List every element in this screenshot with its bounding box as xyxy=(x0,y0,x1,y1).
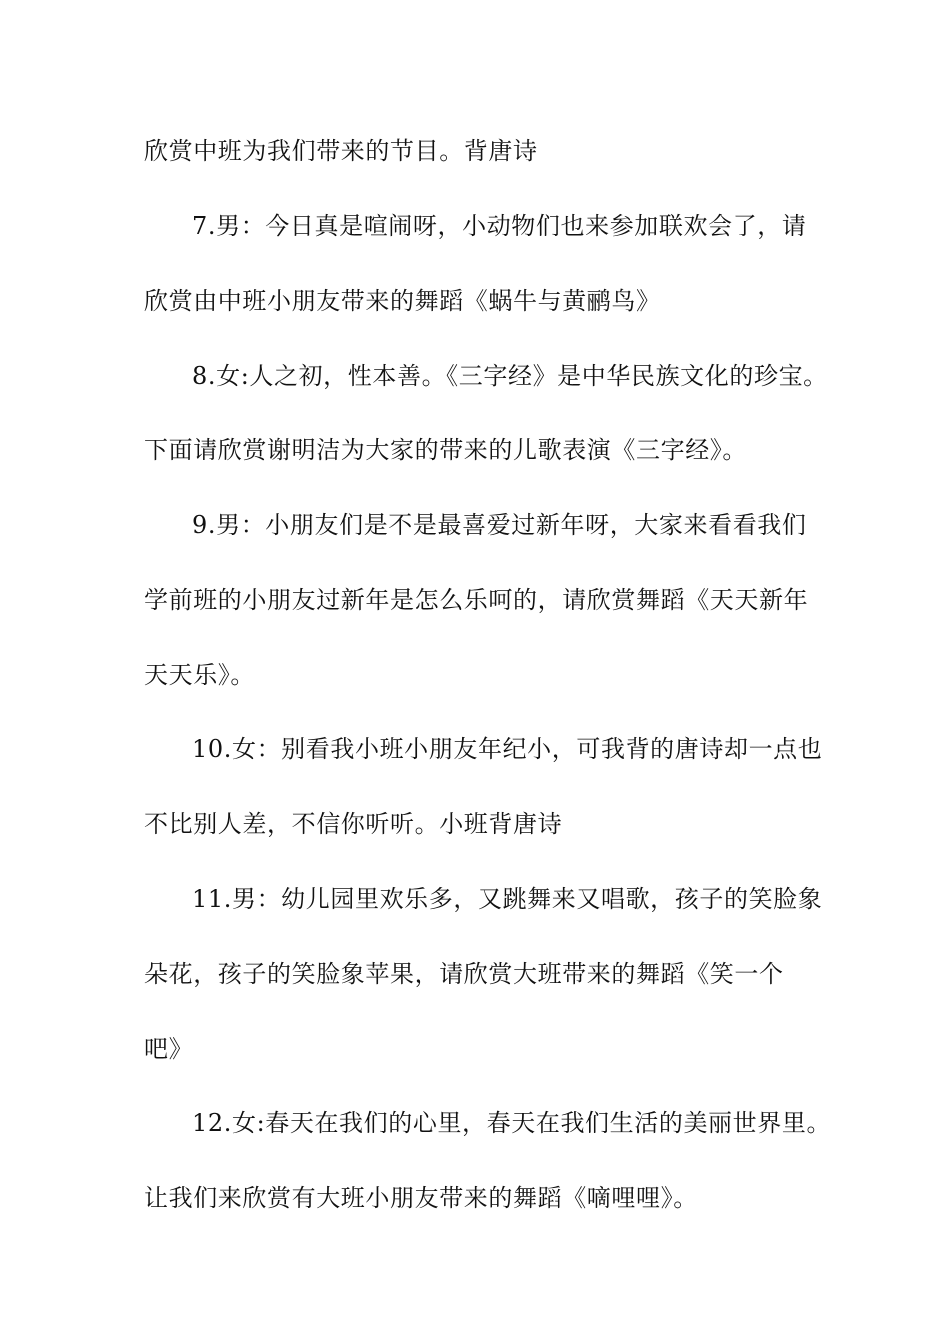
text-line: 10.女：别看我小班小朋友年纪小，可我背的唐诗却一点也 xyxy=(192,735,823,763)
text-line: 欣赏由中班小朋友带来的舞蹈《蜗牛与黄鹂鸟》 xyxy=(144,287,661,315)
text-line: 不比别人差，不信你听听。小班背唐诗 xyxy=(144,810,563,838)
text-line: 9.男：小朋友们是不是最喜爱过新年呀，大家来看看我们 xyxy=(192,511,807,539)
text-line: 吧》 xyxy=(144,1035,194,1063)
text-line: 天天乐》。 xyxy=(144,661,255,689)
text-line: 下面请欣赏谢明洁为大家的带来的儿歌表演《三字经》。 xyxy=(144,436,747,464)
text-line: 欣赏中班为我们带来的节目。背唐诗 xyxy=(144,137,538,165)
text-line: 8.女:人之初，性本善。《三字经》是中华民族文化的珍宝。 xyxy=(192,362,828,390)
text-line: 11.男：幼儿园里欢乐多，又跳舞来又唱歌，孩子的笑脸象 xyxy=(192,885,823,913)
text-line: 12.女:春天在我们的心里，春天在我们生活的美丽世界里。 xyxy=(192,1109,832,1137)
text-line: 7.男：今日真是喧闹呀，小动物们也来参加联欢会了，请 xyxy=(192,212,807,240)
text-line: 让我们来欣赏有大班小朋友带来的舞蹈《嘀哩哩》。 xyxy=(144,1184,698,1212)
text-line: 学前班的小朋友过新年是怎么乐呵的，请欣赏舞蹈《天天新年 xyxy=(144,586,809,614)
text-line: 朵花，孩子的笑脸象苹果，请欣赏大班带来的舞蹈《笑一个 xyxy=(144,960,784,988)
